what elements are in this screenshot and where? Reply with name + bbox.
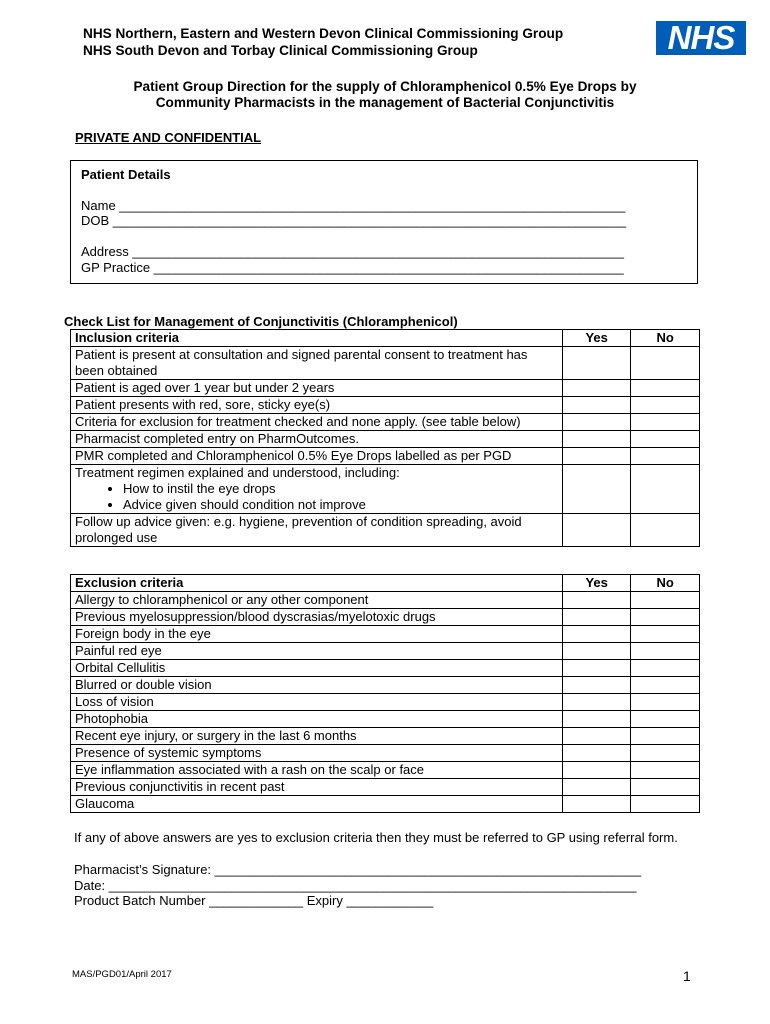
table-row — [71, 397, 700, 414]
yes-checkbox-cell[interactable] — [562, 626, 631, 643]
yes-checkbox-cell[interactable] — [562, 592, 631, 609]
criterion-text: Foreign body in the eye — [71, 626, 563, 643]
no-checkbox-cell[interactable] — [631, 728, 700, 745]
criterion-text: Painful red eye — [71, 643, 563, 660]
table-row — [71, 728, 700, 745]
bullet-list — [75, 481, 558, 513]
yes-checkbox-cell[interactable] — [562, 745, 631, 762]
no-checkbox-cell[interactable] — [631, 465, 700, 514]
yes-checkbox-cell[interactable] — [562, 694, 631, 711]
document-title-line-1: Patient Group Direction for the supply of Chloramphenicol 0.5% Eye Drops by — [133, 79, 637, 94]
yes-checkbox-cell[interactable] — [562, 677, 631, 694]
no-checkbox-cell[interactable] — [631, 711, 700, 728]
criterion-text: Orbital Cellulitis — [71, 660, 563, 677]
bullet-item: • Advice given should condition not improve — [123, 497, 558, 513]
patient-details-box — [70, 160, 698, 284]
yes-checkbox-cell[interactable] — [562, 397, 631, 414]
document-title-line-2: Community Pharmacists in the management of Bacterial Conjunctivitis — [155, 95, 615, 110]
criterion-text: Treatment regimen explained and understood, including: — [75, 465, 400, 480]
yes-checkbox-cell[interactable] — [562, 414, 631, 431]
criterion-text: Glaucoma — [71, 796, 563, 813]
criterion-text: Recent eye injury, or surgery in the last 6 months — [71, 728, 563, 745]
criterion-text: Patient is aged over 1 year but under 2 years — [71, 380, 563, 397]
table-row — [71, 626, 700, 643]
table-row — [71, 745, 700, 762]
yes-checkbox-cell[interactable] — [562, 711, 631, 728]
table-row — [71, 465, 700, 514]
yes-checkbox-cell[interactable] — [562, 514, 631, 547]
criterion-text: Follow up advice given: e.g. hygiene, prevention of condition spreading, avoid prolonged use — [71, 514, 563, 547]
table-row — [71, 694, 700, 711]
exclusion-header: Exclusion criteria — [71, 575, 563, 592]
table-row — [71, 677, 700, 694]
inclusion-criteria-table — [70, 329, 700, 547]
table-row — [71, 660, 700, 677]
table-row — [71, 592, 700, 609]
no-checkbox-cell[interactable] — [631, 779, 700, 796]
yes-checkbox-cell[interactable] — [562, 728, 631, 745]
table-row — [71, 347, 700, 380]
criterion-text: Loss of vision — [71, 694, 563, 711]
no-checkbox-cell[interactable] — [631, 745, 700, 762]
nhs-logo: NHS — [656, 21, 746, 55]
no-checkbox-cell[interactable] — [631, 762, 700, 779]
gp-practice-field[interactable]: GP Practice _________________________________________________________________ — [81, 260, 624, 275]
page-number: 1 — [683, 968, 691, 984]
yes-checkbox-cell[interactable] — [562, 465, 631, 514]
no-checkbox-cell[interactable] — [631, 592, 700, 609]
patient-details-title: Patient Details — [81, 167, 171, 182]
no-checkbox-cell[interactable] — [631, 643, 700, 660]
criterion-text: Criteria for exclusion for treatment checked and none apply. (see table below) — [71, 414, 563, 431]
inclusion-header: Inclusion criteria — [71, 330, 563, 347]
name-field[interactable]: Name ______________________________________________________________________ — [81, 198, 626, 213]
table-row — [71, 514, 700, 547]
no-checkbox-cell[interactable] — [631, 609, 700, 626]
table-row — [71, 431, 700, 448]
yes-checkbox-cell[interactable] — [562, 431, 631, 448]
table-row — [71, 380, 700, 397]
criterion-text: Patient is present at consultation and signed parental consent to treatment has been obtained — [71, 347, 563, 380]
confidential-label: PRIVATE AND CONFIDENTIAL — [75, 130, 262, 145]
no-checkbox-cell[interactable] — [631, 380, 700, 397]
no-checkbox-cell[interactable] — [631, 626, 700, 643]
criterion-text: Photophobia — [71, 711, 563, 728]
pharmacist-signature-field[interactable]: Pharmacist’s Signature: ___________________________________________________________ — [74, 862, 642, 877]
criterion-text: Eye inflammation associated with a rash on the scalp or face — [71, 762, 563, 779]
criterion-text: Patient presents with red, sore, sticky eye(s) — [71, 397, 563, 414]
table-row — [71, 762, 700, 779]
no-checkbox-cell[interactable] — [631, 796, 700, 813]
yes-header: Yes — [562, 330, 631, 347]
criterion-text: Previous myelosuppression/blood dyscrasias/myelotoxic drugs — [71, 609, 563, 626]
table-row — [71, 796, 700, 813]
no-checkbox-cell[interactable] — [631, 660, 700, 677]
yes-checkbox-cell[interactable] — [562, 609, 631, 626]
referral-note: If any of above answers are yes to exclusion criteria then they must be referred to GP using referral form. — [74, 830, 678, 845]
yes-checkbox-cell[interactable] — [562, 796, 631, 813]
yes-header: Yes — [562, 575, 631, 592]
table-header-row — [71, 575, 700, 592]
table-row — [71, 643, 700, 660]
no-checkbox-cell[interactable] — [631, 694, 700, 711]
table-row — [71, 711, 700, 728]
criterion-text: Previous conjunctivitis in recent past — [71, 779, 563, 796]
exclusion-criteria-table — [70, 574, 700, 813]
criterion-text: PMR completed and Chloramphenicol 0.5% Eye Drops labelled as per PGD — [71, 448, 563, 465]
checklist-title: Check List for Management of Conjunctivitis (Chloramphenicol) — [64, 314, 458, 329]
yes-checkbox-cell[interactable] — [562, 448, 631, 465]
no-checkbox-cell[interactable] — [631, 514, 700, 547]
no-checkbox-cell[interactable] — [631, 448, 700, 465]
no-checkbox-cell[interactable] — [631, 431, 700, 448]
dob-field[interactable]: DOB _______________________________________________________________________ — [81, 213, 627, 228]
criterion-text: Pharmacist completed entry on PharmOutcomes. — [71, 431, 563, 448]
table-header-row — [71, 330, 700, 347]
criterion-text: Allergy to chloramphenicol or any other component — [71, 592, 563, 609]
yes-checkbox-cell[interactable] — [562, 762, 631, 779]
table-row — [71, 448, 700, 465]
no-header: No — [631, 575, 700, 592]
org-line-2: NHS South Devon and Torbay Clinical Commissioning Group — [83, 43, 478, 58]
yes-checkbox-cell[interactable] — [562, 643, 631, 660]
yes-checkbox-cell[interactable] — [562, 347, 631, 380]
yes-checkbox-cell[interactable] — [562, 660, 631, 677]
date-field[interactable]: Date: _________________________________________________________________________ — [74, 878, 637, 893]
no-checkbox-cell[interactable] — [631, 677, 700, 694]
no-header: No — [631, 330, 700, 347]
bullet-item: • How to instil the eye drops — [123, 481, 558, 497]
criterion-text: Blurred or double vision — [71, 677, 563, 694]
no-checkbox-cell[interactable] — [631, 414, 700, 431]
criterion-text: Presence of systemic symptoms — [71, 745, 563, 762]
table-row — [71, 609, 700, 626]
batch-expiry-field[interactable]: Product Batch Number _____________ Expiry ____________ — [74, 893, 434, 908]
table-row — [71, 779, 700, 796]
org-line-1: NHS Northern, Eastern and Western Devon Clinical Commissioning Group — [83, 26, 564, 41]
yes-checkbox-cell[interactable] — [562, 779, 631, 796]
no-checkbox-cell[interactable] — [631, 397, 700, 414]
table-row — [71, 414, 700, 431]
no-checkbox-cell[interactable] — [631, 347, 700, 380]
address-field[interactable]: Address ____________________________________________________________________ — [81, 244, 624, 259]
criterion-cell — [71, 465, 563, 514]
yes-checkbox-cell[interactable] — [562, 380, 631, 397]
document-code: MAS/PGD01/April 2017 — [72, 969, 172, 980]
